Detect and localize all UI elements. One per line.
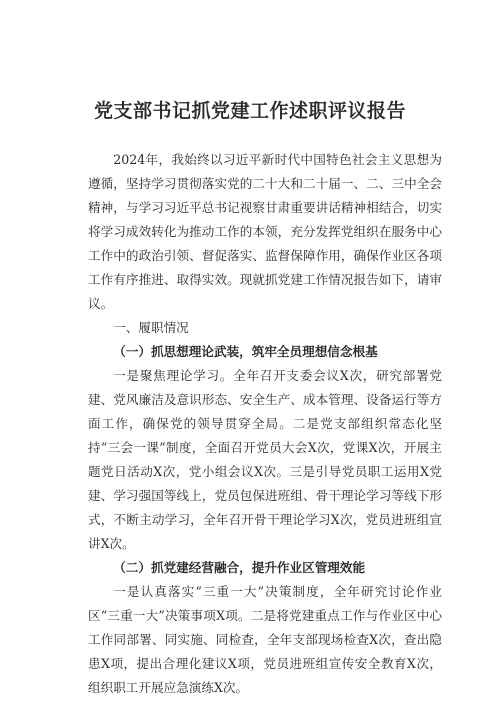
subsection-2-paragraph: 一是认真落实“三重一大”决策制度，全年研究讨论作业区“三重一大”决策事项X项。二是将党建重点工作与作业区中心工作同部署、同实施、同检查，全年支部现场检查X次，查出隐患X项，提出合理化建议X项，党员进班组宣传安全教育X次，组织职工开展应急演练X次。 [88, 584, 442, 695]
subsection-heading-1: （一）抓思想理论武装，筑牢全员理想信念根基 [113, 344, 378, 359]
document-title: 党支部书记抓党建工作述职评议报告 [93, 100, 406, 122]
document-body [88, 148, 442, 700]
intro-paragraph: 2024年，我始终以习近平新时代中国特色社会主义思想为遵循，坚持学习贯彻落实党的二十大和二十届一、二、三中全会精神，与学习习近平总书记视察甘肃重要讲话精神相结合，切实将学习成效转化为推动工作的本领，充分发挥党组织在服务中心工作中的政治引领、督促落实、监督保障作用，确保作业区各项工作有序推进、取得实效。现就抓党建工作情况报告如下，请审议。 [88, 152, 442, 311]
section-heading-1: 一、履职情况 [113, 320, 189, 335]
subsection-heading-2: （二）抓党建经营融合，提升作业区管理效能 [113, 560, 366, 575]
subsection-1-paragraph: 一是聚焦理论学习。全年召开支委会议X次，研究部署党建、党风廉洁及意识形态、安全生产、成本管理、设备运行等方面工作，确保党的领导贯穿全局。二是党支部组织常态化坚持“三会一课”制度，全面召开党员大会X次，党课X次，开展主题党日活动X次，党小组会议X次。三是引导党员职工运用X党建、学习强国等线上，党员包保进班组、骨干理论学习等线下形式，不断主动学习，全年召开骨干理论学习X次，党员进班组宣讲X次。 [88, 368, 442, 551]
